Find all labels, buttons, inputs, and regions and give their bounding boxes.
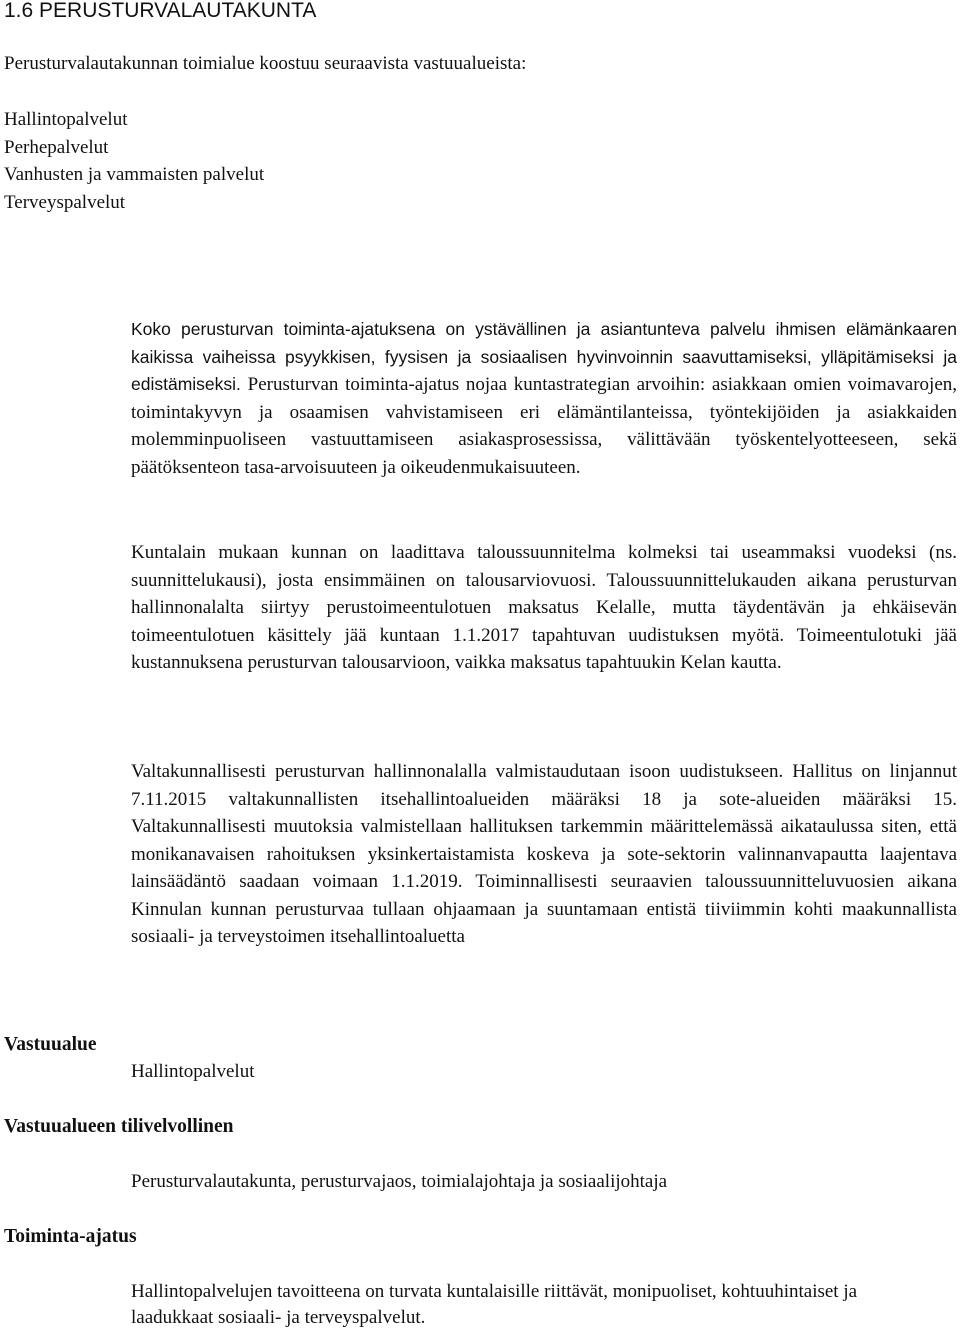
economic-plan-paragraph: Kuntalain mukaan kunnan on laadittava taloussuunnitelma kolmeksi tai useammaksi vuodeksi (ns. suunnittelukausi), josta ensimmäinen on talousarviovuosi. Taloussuunnittelukauden aikana perusturvan hallinnonalalta siirtyy perustoimeentulotuen maksatus Kelalle, mutta täydentävän ja ehkäisevän toimeentulotuen käsittely jää kuntaan 1.1.2017 tapahtuvan uudistuksen myötä. Toimeentulotuki jää kustannuksena perusturvan talousarvioon, vaikka maksatus tapahtuukin Kelan kautta. (131, 542, 957, 673)
reform-paragraph: Valtakunnallisesti perusturvan hallinnonalalla valmistaudutaan isoon uudistukseen. Hallitus on linjannut 7.11.2015 valtakunnallisten itsehallintoalueiden määräksi 18 ja sote-alueiden määräksi 15. Valtakunnallisesti muutoksia valmistellaan hallituksen tarkemmin määrittelemässä aikataulussa siten, että monikanavaisen rahoituksen yksinkertaistamista koskeva ja sote-sektorin valinnanvapautta laajentava lainsäädäntö saadaan voimaan 1.1.2019. Toiminnallisesti seuraavien taloussuunnitteluvuosien aikana Kinnulan kunnan perusturvaa tullaan ohjaamaan ja suuntamaan entistä tiiviimmin kohti maakunnallista sosiaali- ja terveystoimen itsehallintoaluetta (131, 761, 957, 947)
list-item: Hallintopalvelut (4, 109, 128, 130)
mission-sans-text: Koko perusturvan toiminta-ajatuksena on ystävällinen ja asiantunteva palvelu ihmisen elämänkaaren kaikissa vaiheissa psyykkisen, fyysisen ja sosiaalisen hyvinvoinnin saavuttamiseksi, ylläpitämiseksi ja edistämiseksi. (131, 319, 957, 394)
list-item: Terveyspalvelut (4, 191, 126, 213)
responsibility-areas-list (4, 106, 264, 216)
intro-text: Perusturvalautakunnan toimialue koostuu seuraavista vastuualueista: (4, 53, 527, 74)
vastuualue-value: Hallintopalvelut (131, 1061, 255, 1082)
tilivelvollinen-value: Perusturvalautakunta, perusturvajaos, toimialajohtaja ja sosiaalijohtaja (131, 1171, 668, 1192)
section-heading: 1.6 PERUSTURVALAUTAKUNTA (4, 0, 317, 22)
tilivelvollinen-label: Vastuualueen tilivelvollinen (4, 1116, 234, 1137)
mission-paragraph (131, 316, 957, 481)
toiminta-ajatus-value: Hallintopalvelujen tavoitteena on turvata kuntalaisille riittävät, monipuoliset, kohtuuhintaiset ja laadukkaat sosiaali- ja terveyspalvelut. (131, 1281, 858, 1328)
list-item: Vanhusten ja vammaisten palvelut (4, 164, 265, 185)
list-item: Perhepalvelut (4, 136, 109, 158)
mission-serif-text: Perusturvan toiminta-ajatus nojaa kuntastrategian arvoihin: asiakkaan omien voimavarojen, toimintakyvyn ja osaamisen vahvistamiseen eri elämäntilanteissa, työntekijöiden ja asiakkaiden molemminpuoliseen vastuuttamiseen asiakasprosessissa, välittävään työskentelyotteeseen, sekä päätöksenteon tasa-arvoisuuteen ja oikeudenmukaisuuteen. (131, 374, 957, 478)
toiminta-ajatus-label: Toiminta-ajatus (4, 1226, 137, 1247)
vastuualue-label: Vastuualue (4, 1034, 97, 1055)
